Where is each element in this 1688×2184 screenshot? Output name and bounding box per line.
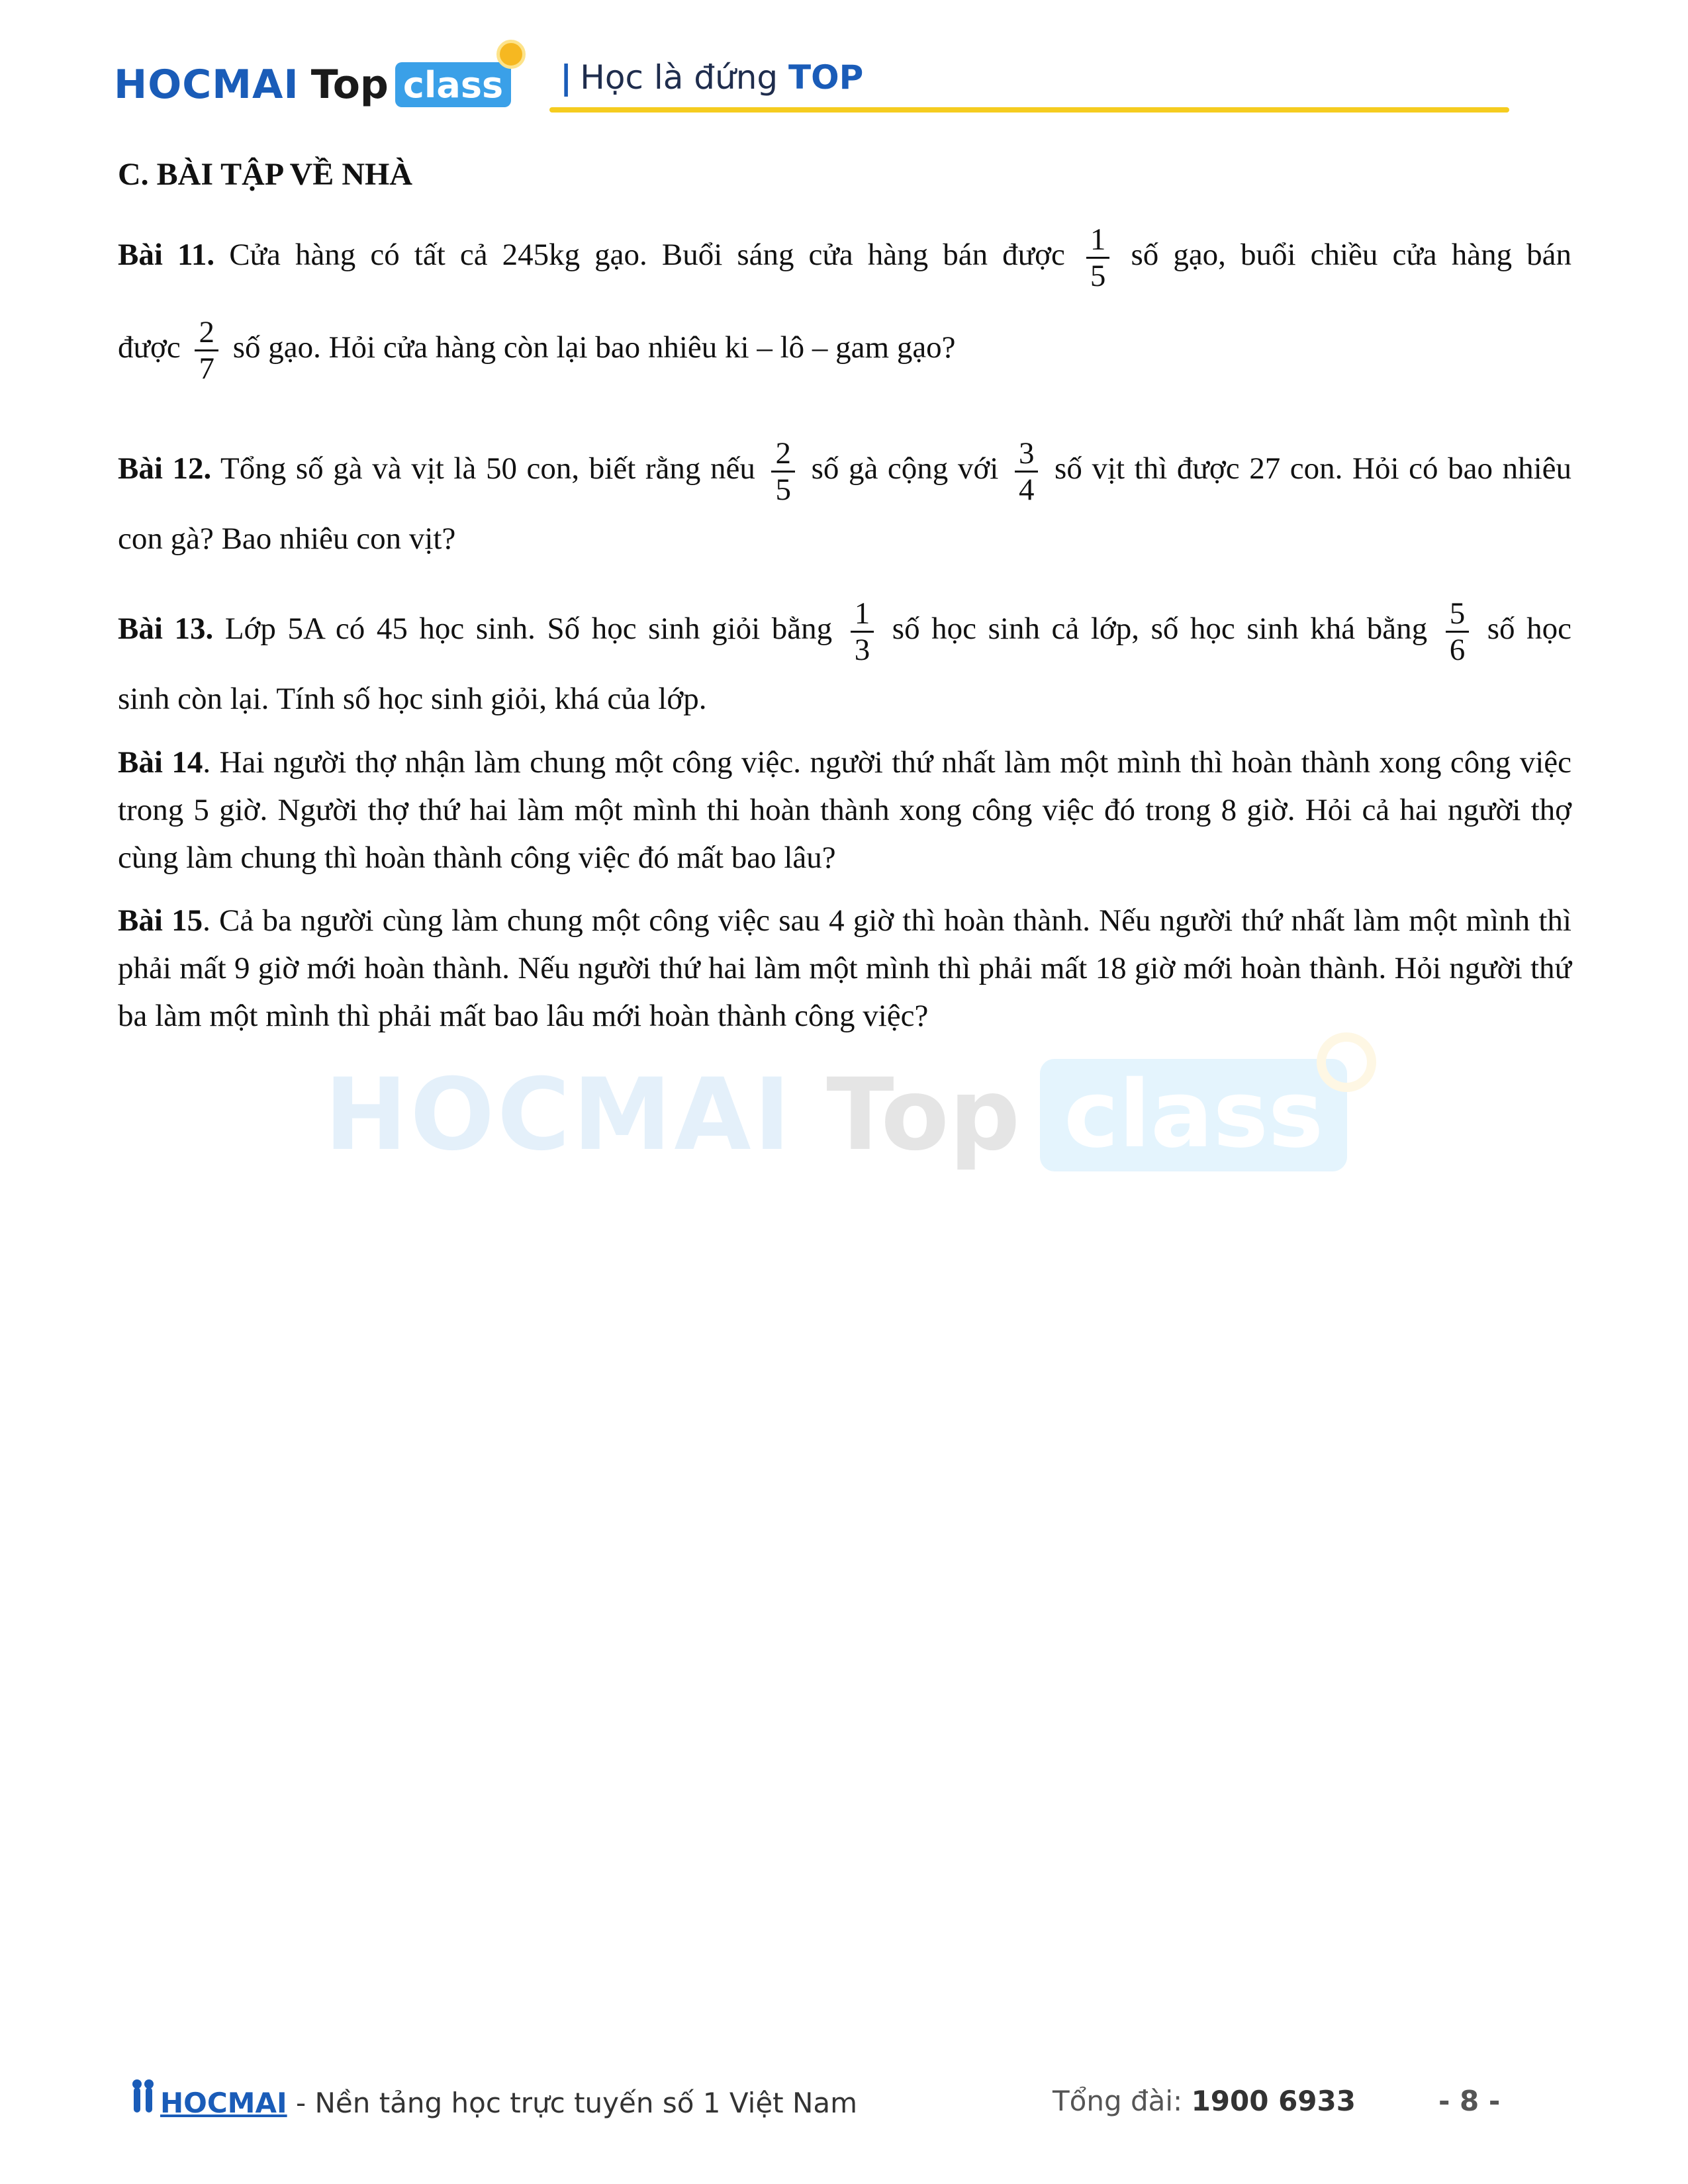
watermark-sun-icon	[1317, 1032, 1376, 1092]
exercise-15-label: Bài 15	[118, 903, 203, 938]
fraction-denominator: 7	[199, 351, 214, 386]
watermark-hocmai: HOCMAI	[324, 1058, 794, 1173]
exercise-11-text-3: được	[118, 330, 181, 365]
footer-brand-link[interactable]: HOCMAI	[160, 2087, 287, 2119]
exercise-14-text: . Hai người thợ nhận làm chung một công việc. người thứ nhất làm một mình thì hoàn thành xong công việc trong 5 giờ. Người thợ thứ hai làm một mình thi hoàn thành xong công việc đó trong 8 giờ. Hỏi cả hai người thợ cùng làm chung thì hoàn thành công việc đó mất bao lâu?	[118, 745, 1571, 875]
exercise-14-label: Bài 14	[118, 745, 203, 780]
exercise-13-text-3: số học	[1487, 612, 1571, 646]
fraction-denominator: 6	[1449, 632, 1466, 667]
tagline-top: TOP	[788, 58, 864, 97]
footer-left	[126, 2078, 857, 2126]
fraction-2-5	[771, 436, 795, 507]
fraction-3-4	[1015, 436, 1039, 507]
watermark-top: Top	[826, 1058, 1021, 1173]
fraction-denominator: 5	[1090, 258, 1106, 293]
footer-hotline	[1053, 2078, 1356, 2124]
exercise-12-line-2	[118, 515, 1571, 563]
logo-top-text: Top	[310, 62, 389, 108]
watermark-class: class	[1040, 1059, 1347, 1171]
exercise-14	[118, 739, 1571, 882]
exercise-12-text-2: số gà cộng với	[811, 451, 999, 486]
header-tagline	[560, 54, 863, 101]
section-title: C. BÀI TẬP VỀ NHÀ	[118, 157, 412, 192]
exercise-11-text-2: số gạo, buổi chiều cửa hàng bán	[1131, 238, 1571, 272]
exercise-15	[118, 897, 1571, 1040]
page-number: - 8 -	[1438, 2085, 1501, 2117]
fraction-1-3	[851, 596, 874, 667]
exercise-13-text-4: sinh còn lại. Tính số học sinh giỏi, khá của lớp.	[118, 682, 707, 716]
exercise-12-label: Bài 12.	[118, 451, 212, 486]
tagline-divider: |	[560, 58, 573, 97]
fraction-denominator: 3	[854, 632, 870, 667]
exercise-13-text-2: số học sinh cả lớp, số học sinh khá bằng	[892, 612, 1428, 646]
footer-slogan: - Nền tảng học trực tuyến số 1 Việt Nam	[287, 2087, 858, 2119]
footer	[126, 2078, 1503, 2124]
watermark-class-badge	[1040, 1059, 1347, 1171]
hotline-label: Tổng đài:	[1053, 2085, 1192, 2117]
exercise-12-text-3: số vịt thì được 27 con. Hỏi có bao nhiêu	[1055, 451, 1571, 486]
hotline-number: 1900 6933	[1191, 2085, 1356, 2117]
logo-class-badge	[395, 62, 511, 111]
fraction-denominator: 5	[775, 472, 791, 507]
exercise-11	[118, 208, 1571, 394]
exercise-13-label: Bài 13.	[118, 612, 214, 646]
fraction-2-7	[195, 315, 218, 386]
exercise-12-line-1	[118, 422, 1571, 515]
exercise-12-text-1: Tổng số gà và vịt là 50 con, biết rằng nếu	[220, 451, 755, 486]
exercise-11-label: Bài 11.	[118, 238, 215, 272]
exercise-15-text: . Cả ba người cùng làm chung một công việc sau 4 giờ thì hoàn thành. Nếu người thứ nhất làm một mình thì phải mất 9 giờ mới hoàn thành. Nếu người thứ hai làm một mình thì phải mất 18 giờ mới hoàn thành. Hỏi người thứ ba làm một mình thì phải mất bao lâu mới hoàn thành công việc?	[118, 903, 1571, 1033]
fraction-numerator: 3	[1015, 436, 1039, 473]
exercise-11-line-1	[118, 208, 1571, 301]
logo-hocmai-text: HOCMAI	[114, 62, 299, 108]
fraction-denominator: 4	[1018, 472, 1035, 507]
tagline-text: Học là đứng	[580, 58, 778, 97]
hocmai-people-icon	[126, 2078, 160, 2116]
exercise-11-text-1: Cửa hàng có tất cả 245kg gạo. Buổi sáng cửa hàng bán được	[229, 238, 1065, 272]
exercise-11-line-2	[118, 301, 1571, 394]
exercise-13	[118, 582, 1571, 723]
exercise-11-text-4: số gạo. Hỏi cửa hàng còn lại bao nhiêu ki – lô – gam gạo?	[232, 330, 956, 365]
fraction-numerator: 2	[771, 436, 795, 473]
sun-icon	[496, 40, 526, 69]
fraction-numerator: 1	[851, 596, 874, 633]
fraction-numerator: 1	[1086, 222, 1110, 259]
header-underline	[549, 107, 1509, 113]
exercise-12	[118, 422, 1571, 563]
watermark-logo	[324, 1049, 1347, 1181]
fraction-numerator: 2	[195, 315, 218, 351]
exercise-13-line-2	[118, 675, 1571, 723]
header-logo	[114, 48, 511, 111]
fraction-5-6	[1446, 596, 1470, 667]
logo-class-text: class	[395, 62, 511, 107]
fraction-numerator: 5	[1446, 596, 1470, 633]
exercise-12-text-4: con gà? Bao nhiêu con vịt?	[118, 522, 456, 556]
exercise-13-line-1	[118, 582, 1571, 675]
exercise-13-text-1: Lớp 5A có 45 học sinh. Số học sinh giỏi bằng	[224, 612, 833, 646]
fraction-1-5	[1086, 222, 1110, 293]
